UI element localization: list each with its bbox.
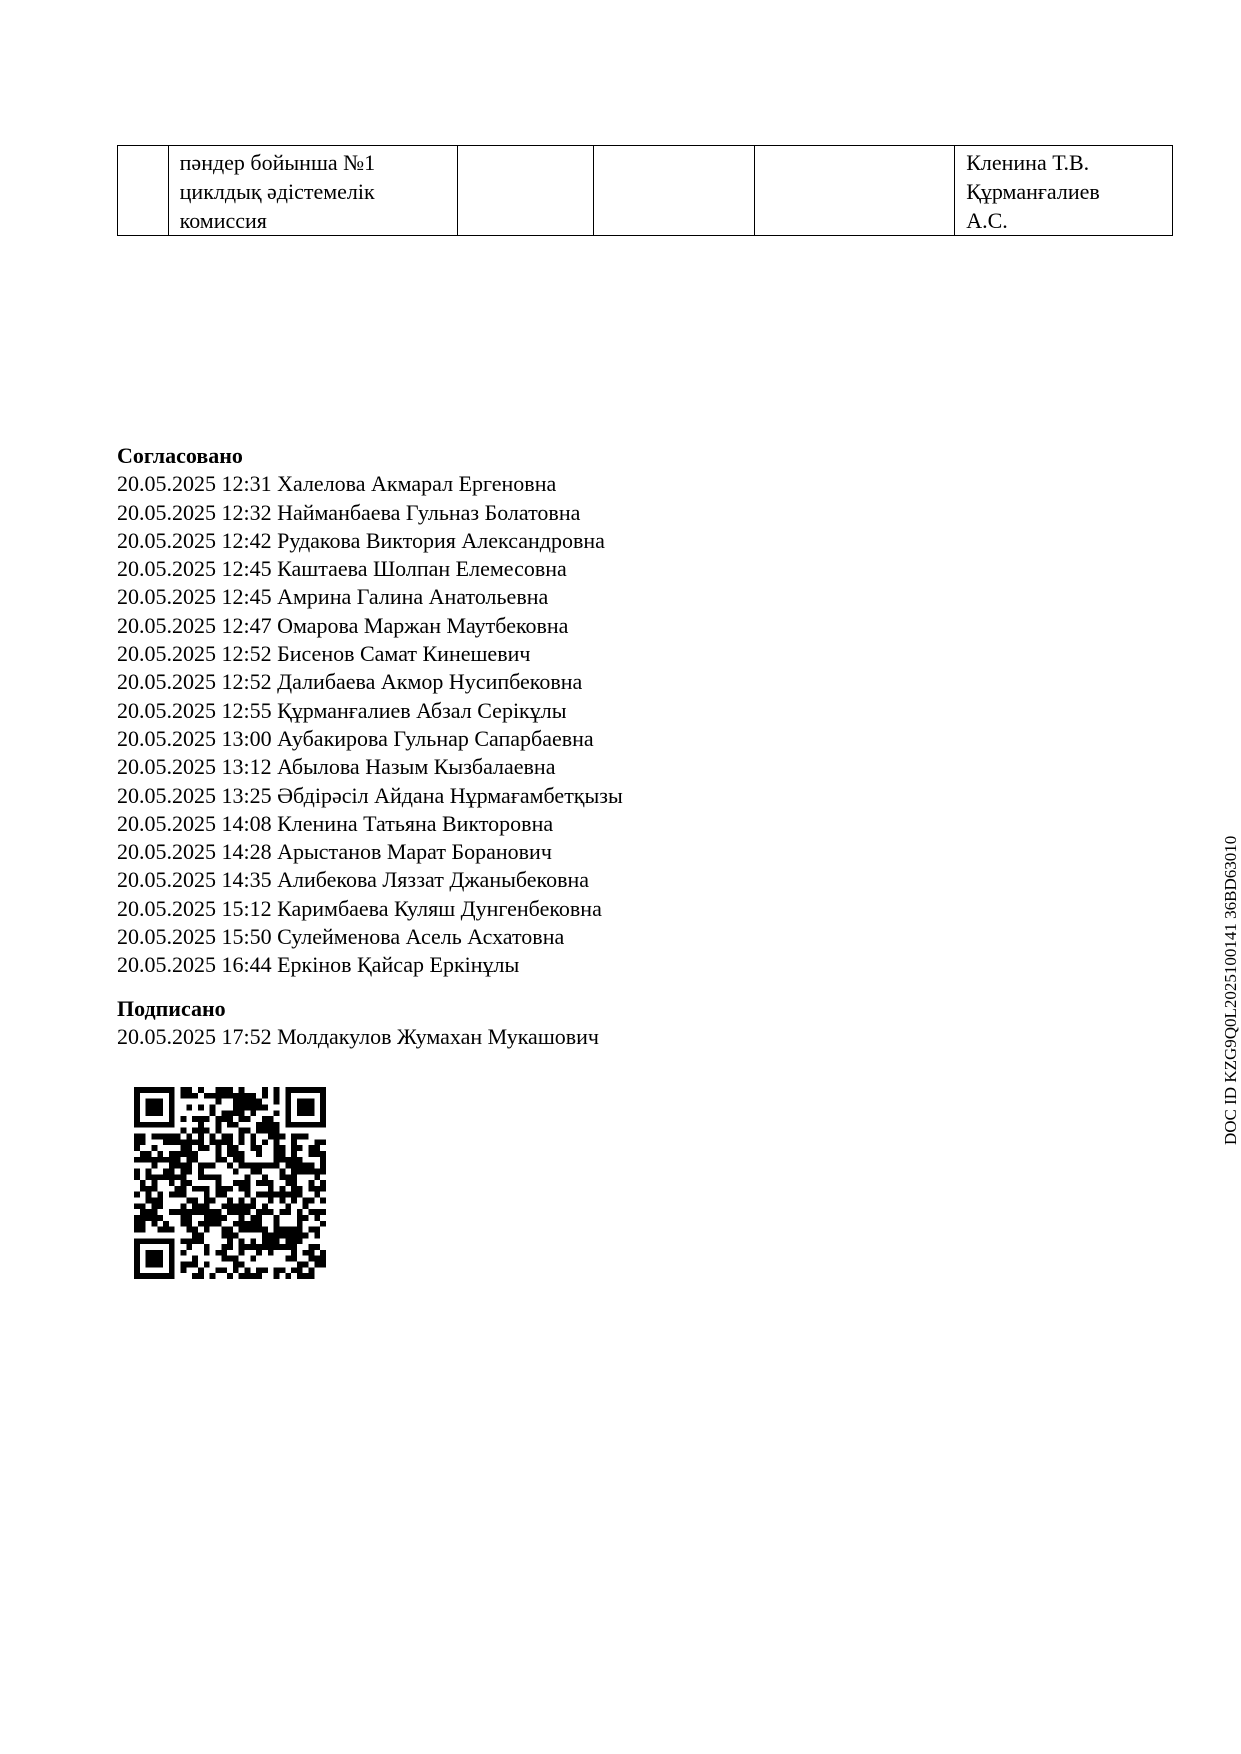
name-line: комиссия — [179, 208, 267, 233]
approval-entry: 20.05.2025 13:12 Абылова Назым Кызбалаевна — [117, 754, 556, 780]
approvals-heading: Согласовано — [117, 443, 243, 468]
approval-entry: 20.05.2025 14:28 Арыстанов Марат Боранович — [117, 839, 552, 865]
signature-entry: 20.05.2025 17:52 Молдакулов Жумахан Мукашович — [117, 1024, 599, 1050]
row-responsible-cell — [955, 146, 1173, 236]
approvals-section — [117, 442, 623, 980]
approval-entry: 20.05.2025 12:47 Омарова Маржан Маутбековна — [117, 612, 569, 638]
approval-entry: 20.05.2025 14:35 Алибекова Ляззат Джаныбековна — [117, 867, 590, 893]
row-col5-cell — [754, 146, 954, 236]
doc-id-label: DOC ID KZG9Q0L2025100141 36BD63010 — [1221, 835, 1240, 1145]
approval-entry: 20.05.2025 13:00 Аубакирова Гульнар Сапарбаевна — [117, 725, 594, 751]
approval-entry: 20.05.2025 12:55 Құрманғалиев Абзал Серікұлы — [117, 697, 567, 723]
approval-entry: 20.05.2025 15:12 Каримбаева Куляш Дунгенбековна — [117, 895, 602, 921]
qr-code-icon — [134, 1087, 326, 1279]
approval-entry: 20.05.2025 12:31 Халелова Акмарал Ергеновна — [117, 471, 557, 497]
approval-entry: 20.05.2025 12:52 Далибаева Акмор Нусипбековна — [117, 669, 583, 695]
name-line: пәндер бойынша №1 — [179, 150, 376, 175]
plan-table-fragment — [117, 145, 1173, 236]
responsible-line: Кленина Т.В. — [966, 150, 1090, 175]
approval-entry: 20.05.2025 14:08 Кленина Татьяна Викторовна — [117, 810, 554, 836]
approval-entry: 20.05.2025 12:52 Бисенов Самат Кинешевич — [117, 641, 531, 667]
signature-section — [117, 995, 599, 1052]
row-col4-cell — [594, 146, 755, 236]
row-number-cell — [118, 146, 169, 236]
table-row — [118, 146, 1173, 236]
approval-entry: 20.05.2025 12:32 Найманбаева Гульназ Болатовна — [117, 499, 581, 525]
approval-entry: 20.05.2025 12:42 Рудакова Виктория Александровна — [117, 527, 605, 553]
approval-entry: 20.05.2025 16:44 Еркінов Қайсар Еркінұлы — [117, 952, 520, 978]
name-line: циклдық әдістемелік — [179, 179, 375, 204]
signature-heading: Подписано — [117, 996, 226, 1021]
responsible-line: Құрманғалиев — [966, 179, 1100, 204]
approval-entry: 20.05.2025 15:50 Сулейменова Асель Асхатовна — [117, 924, 565, 950]
approval-entry: 20.05.2025 12:45 Каштаева Шолпан Елемесовна — [117, 556, 567, 582]
row-col3-cell — [458, 146, 594, 236]
approval-entry: 20.05.2025 13:25 Әбдірәсіл Айдана Нұрмағамбетқызы — [117, 782, 623, 808]
responsible-line: А.С. — [966, 208, 1008, 233]
row-name-cell — [168, 146, 457, 236]
approval-entry: 20.05.2025 12:45 Амрина Галина Анатольевна — [117, 584, 549, 610]
